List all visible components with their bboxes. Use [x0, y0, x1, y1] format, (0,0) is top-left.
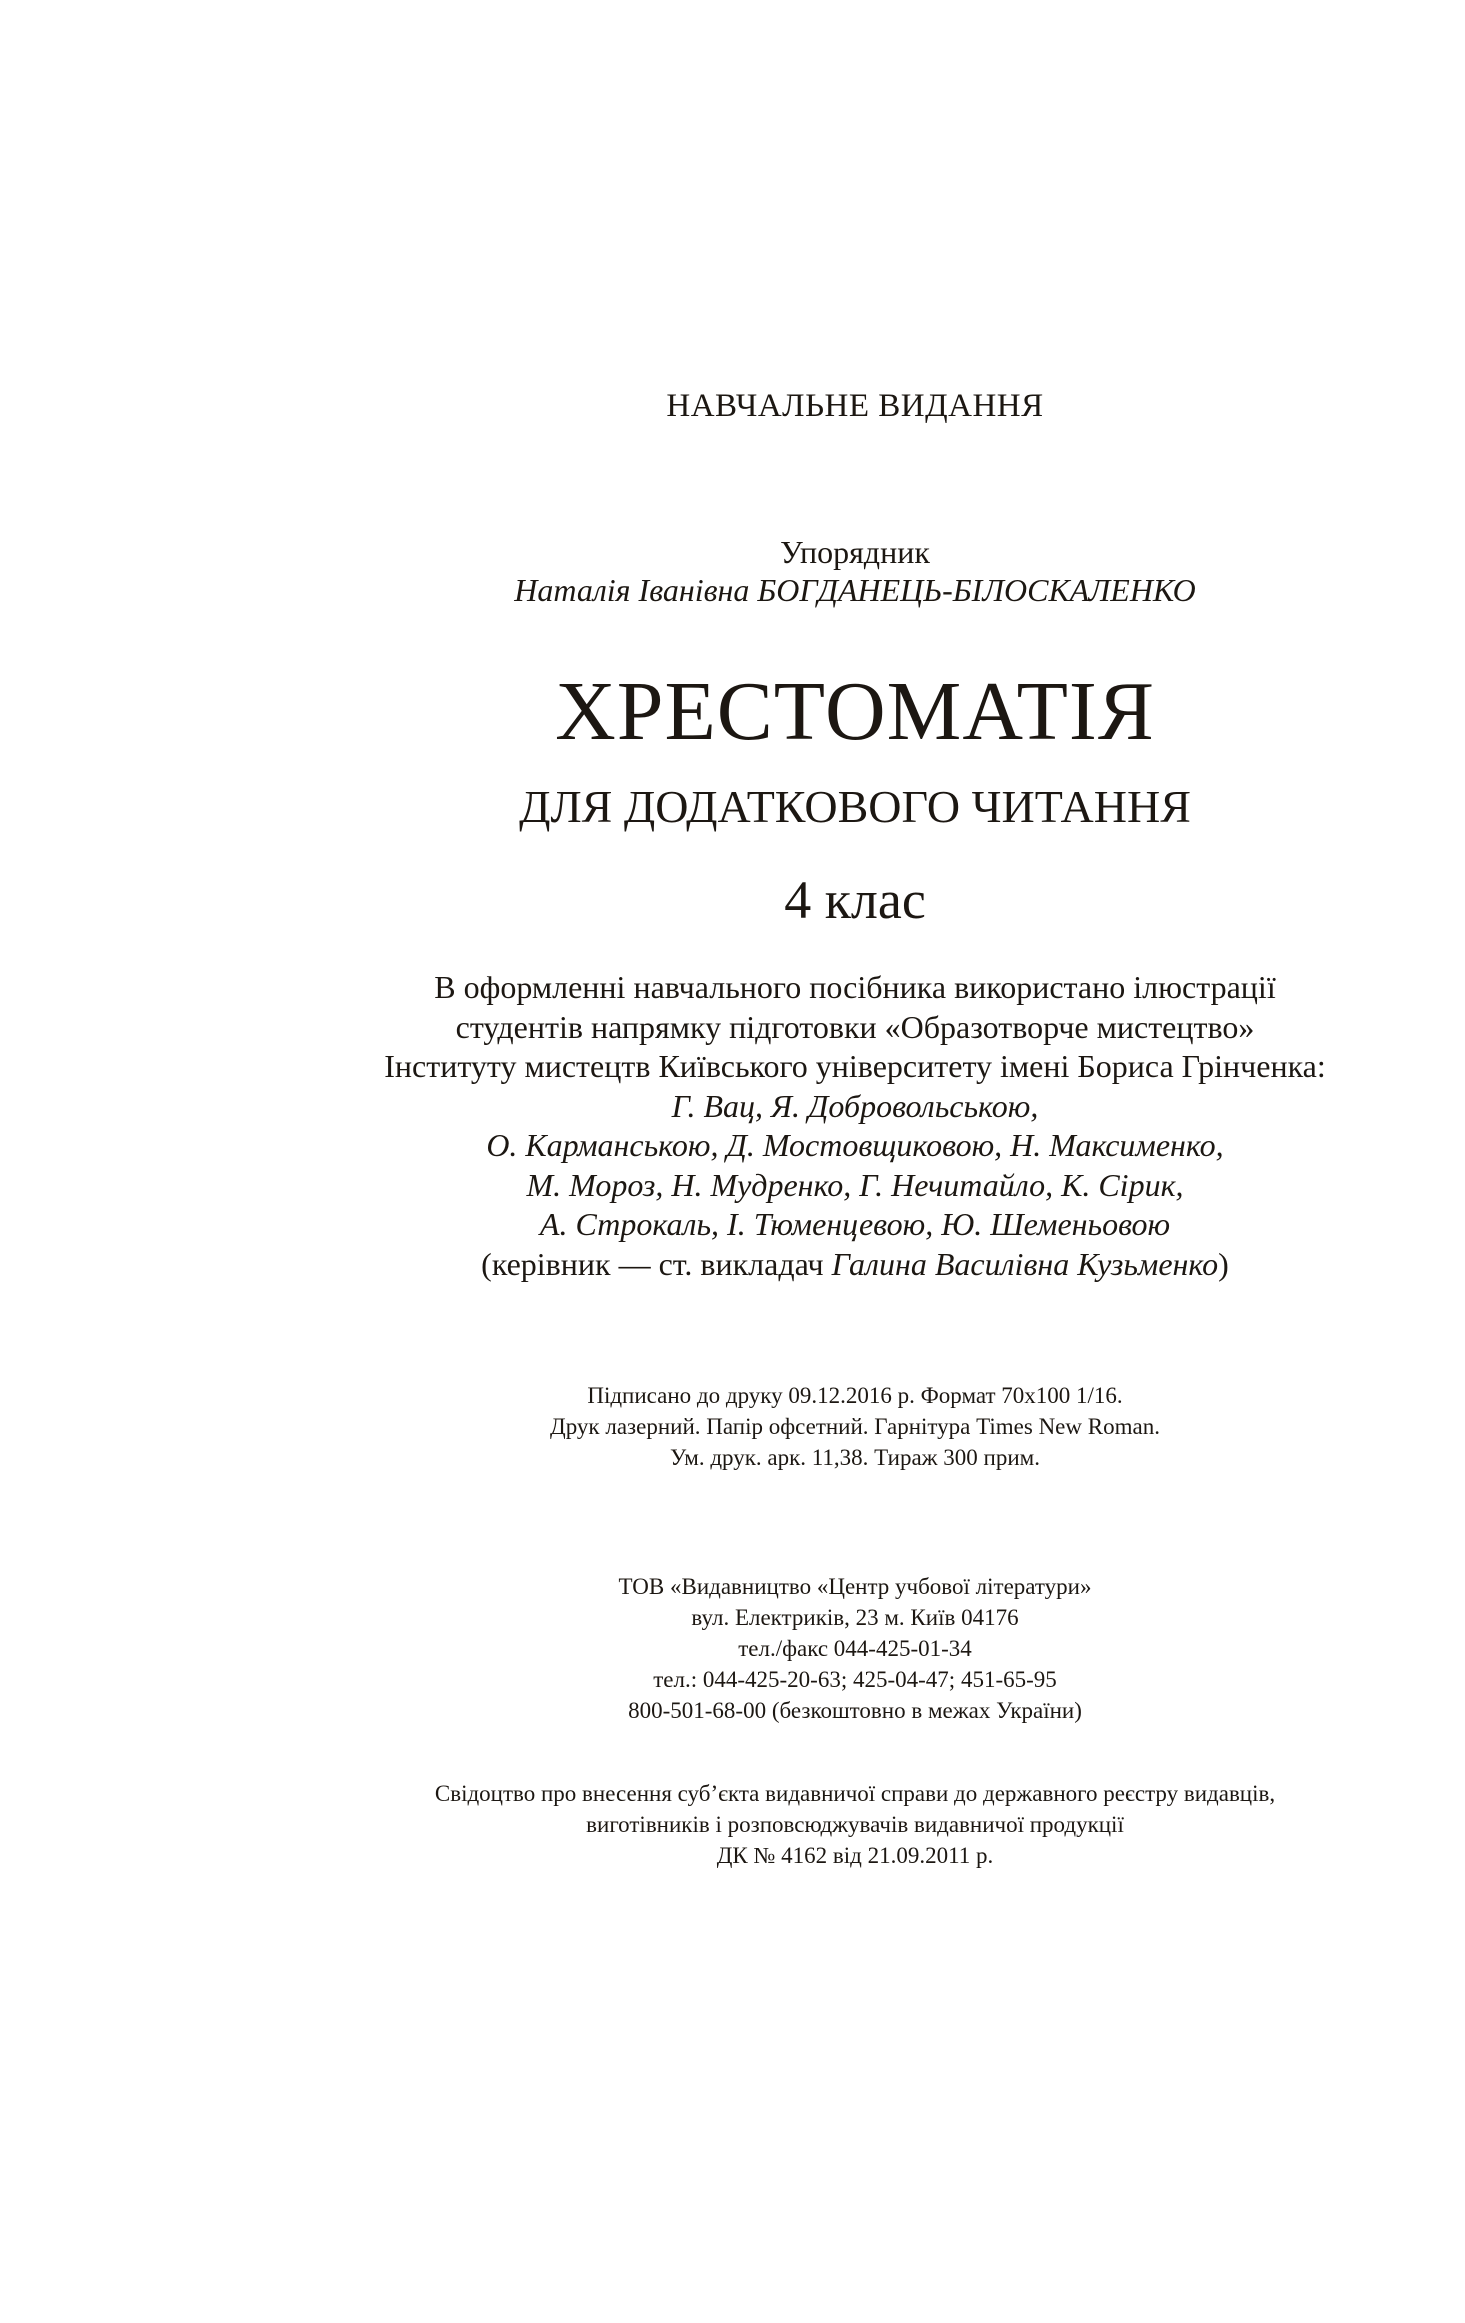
certificate-line: Свідоцтво про внесення суб’єкта видавничої справи до державного реєстру видавців, [434, 1781, 1276, 1806]
certificate-line: виготівників і розповсюджувачів видавничої продукції [586, 1812, 1124, 1837]
supervisor-suffix: ) [1218, 1245, 1229, 1282]
publisher-line: 800-501-68-00 (безкоштовно в межах України) [628, 1698, 1082, 1723]
book-title: ХРЕСТОМАТІЯ [555, 665, 1155, 758]
publisher-line: ТОВ «Видавництво «Центр учбової літератури» [618, 1574, 1092, 1599]
publisher-line: тел./факс 044-425-01-34 [738, 1636, 972, 1661]
artists-line: О. Карманською, Д. Мостовщиковою, Н. Максименко, [486, 1127, 1224, 1163]
print-info [360, 1380, 1350, 1473]
illustrations-intro-line: Інституту мистецтв Київського університету імені Бориса Грінченка: [384, 1048, 1326, 1084]
publisher-info [360, 1571, 1350, 1726]
print-info-line: Друк лазерний. Папір офсетний. Гарнітура Times New Roman. [550, 1414, 1160, 1439]
artists-line: М. Мороз, Н. Мудренко, Г. Нечитайло, К. Сірик, [526, 1166, 1184, 1203]
artists-line: А. Строкаль, І. Тюменцевою, Ю. Шеменьовою [539, 1206, 1171, 1242]
supervisor-prefix: (керівник — ст. викладач [481, 1245, 832, 1282]
print-info-line: Ум. друк. арк. 11,38. Тираж 300 прим. [670, 1445, 1040, 1470]
edition-type: НАВЧАЛЬНЕ ВИДАННЯ [666, 388, 1044, 424]
certificate-line: ДК № 4162 від 21.09.2011 р. [716, 1843, 994, 1868]
publisher-line: тел.: 044-425-20-63; 425-04-47; 451-65-95 [653, 1667, 1057, 1692]
supervisor-name: Галина Василівна Кузьменко [831, 1245, 1219, 1282]
book-subtitle: ДЛЯ ДОДАТКОВОГО ЧИТАННЯ [519, 781, 1191, 832]
certificate-info [360, 1778, 1350, 1871]
illustrations-intro-line: В оформленні навчального посібника використано ілюстрації [434, 969, 1276, 1005]
artists-line: Г. Вац, Я. Добровольською, [671, 1087, 1039, 1124]
compiler-label: Упорядник [780, 534, 930, 570]
illustrations-intro-line: студентів напрямку підготовки «Образотворче мистецтво» [455, 1008, 1255, 1045]
compiler-name: Наталія Іванівна БОГДАНЕЦЬ-БІЛОСКАЛЕНКО [514, 572, 1196, 608]
grade-label: 4 клас [784, 870, 926, 930]
illustrations-credits [360, 968, 1350, 1284]
publisher-line: вул. Електриків, 23 м. Київ 04176 [691, 1605, 1019, 1630]
supervisor-line [360, 1245, 1350, 1285]
print-info-line: Підписано до друку 09.12.2016 р. Формат 70х100 1/16. [587, 1383, 1123, 1408]
